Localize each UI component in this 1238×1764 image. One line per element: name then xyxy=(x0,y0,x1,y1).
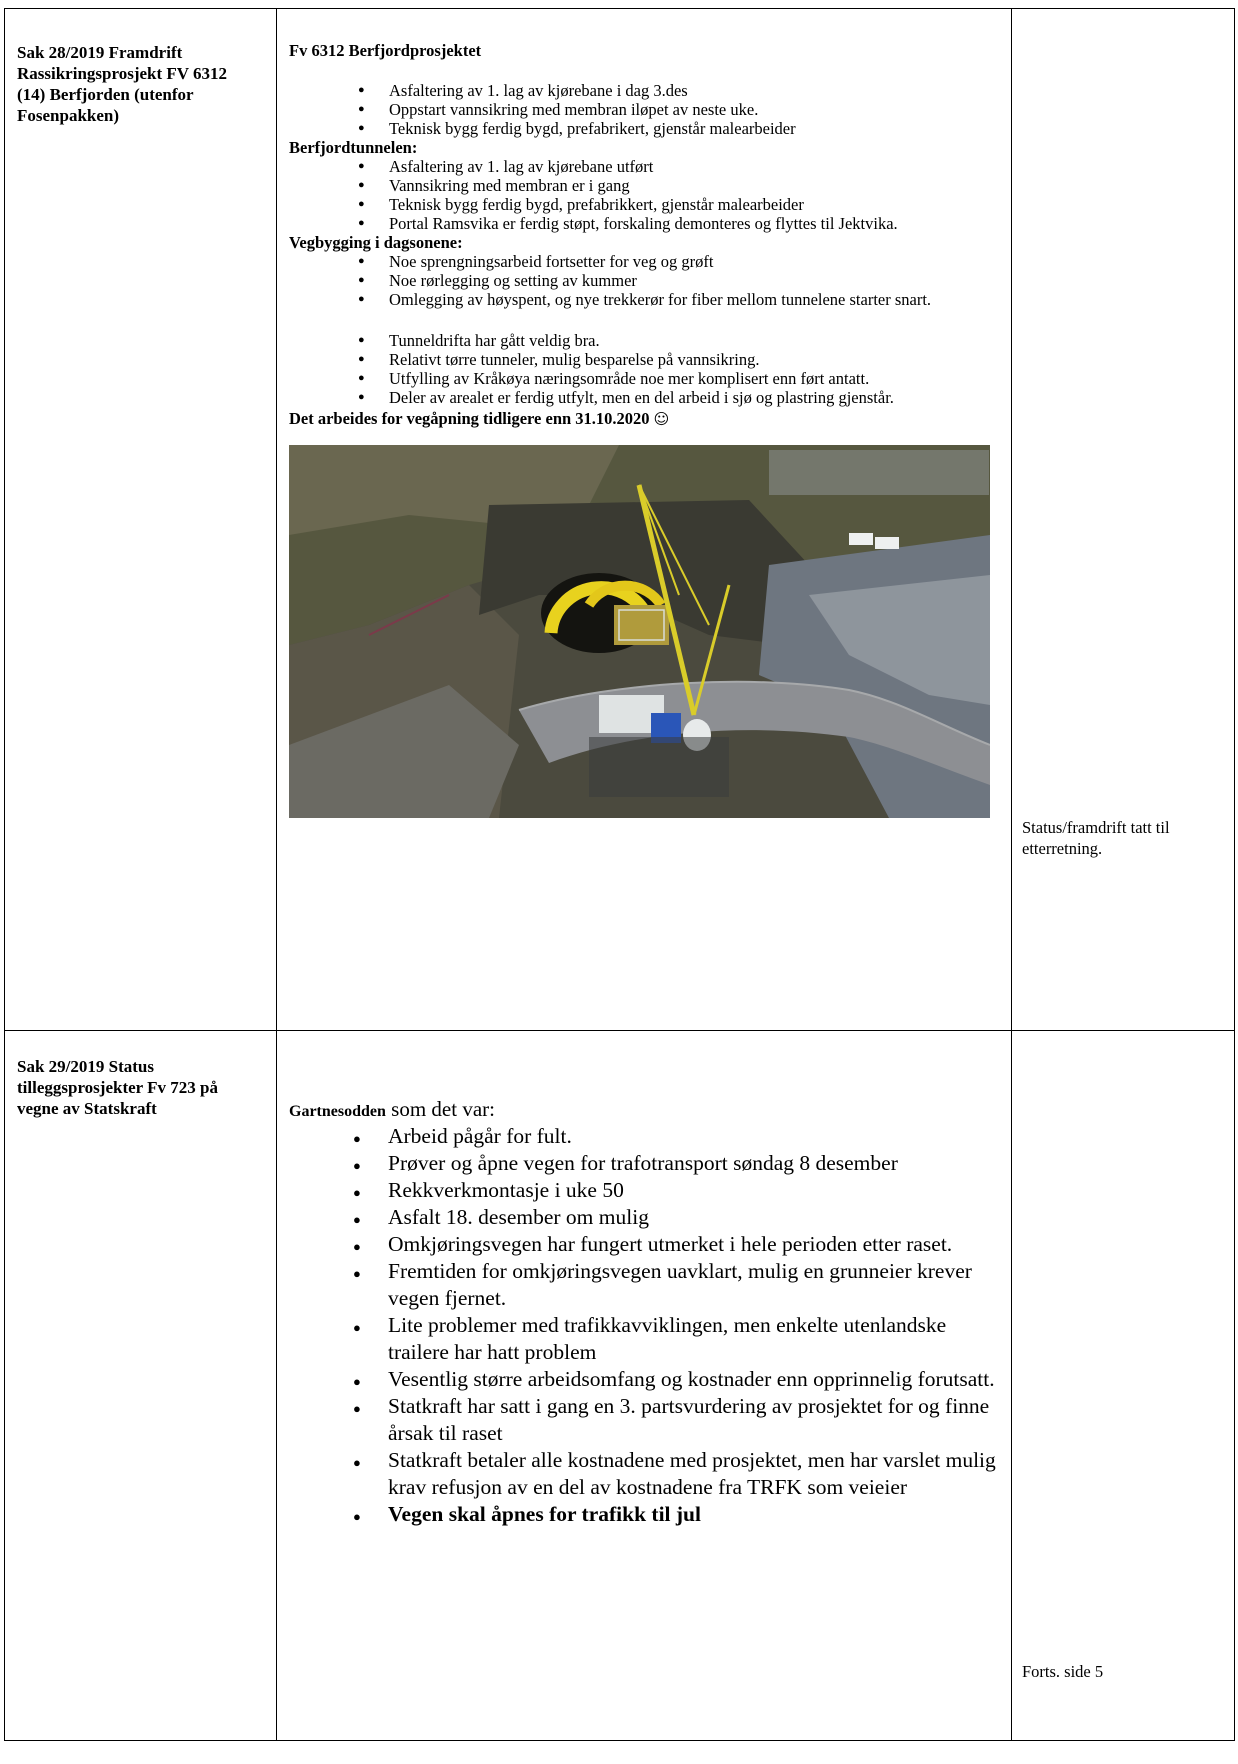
road-list xyxy=(289,252,1011,309)
minutes-table xyxy=(4,8,1235,1741)
case-status-cell xyxy=(1012,1031,1235,1741)
list-item: ● Teknisk bygg ferdig bygd, prefabrikert, gjenstår malearbeider xyxy=(289,119,989,138)
list-item: ● Fremtiden for omkjøringsvegen uavklart, mulig en grunneier krever vegen fjernet. xyxy=(289,1258,1008,1312)
list-item: ● Noe sprengningsarbeid fortsetter for veg og grøft xyxy=(289,252,989,271)
lead-rest: som det var: xyxy=(385,1097,495,1121)
case-content xyxy=(277,1031,1011,1528)
project-list xyxy=(289,81,1011,138)
lead-line xyxy=(289,1098,1011,1123)
tunnel-list xyxy=(289,157,1011,233)
closing-text: Det arbeides for vegåpning tidligere enn 31.10.2020 xyxy=(289,409,650,428)
list-item: ● Omlegging av høyspent, og nye trekkerør for fiber mellom tunnelene starter snart. xyxy=(289,290,989,309)
status-list xyxy=(289,1123,1011,1528)
case-status: Forts. side 5 xyxy=(1022,1662,1104,1681)
case-content-cell xyxy=(277,9,1012,1031)
list-item: ● Noe rørlegging og setting av kummer xyxy=(289,271,989,290)
list-item: ● Asfaltering av 1. lag av kjørebane utført xyxy=(289,157,989,176)
list-item: ● Portal Ramsvika er ferdig støpt, forskaling demonteres og flyttes til Jektvika. xyxy=(289,214,989,233)
tunnel-portal-photo xyxy=(289,445,990,818)
list-item: ● Asfaltering av 1. lag av kjørebane i dag 3.des xyxy=(289,81,989,100)
road-heading: Vegbygging i dagsonene: xyxy=(289,233,463,252)
case-row-29 xyxy=(5,1031,1235,1741)
case-status: Status/framdrift tatt til etterretning. xyxy=(1022,818,1170,858)
case-status-cell xyxy=(1012,9,1235,1031)
case-content xyxy=(277,9,1011,818)
case-title-cell xyxy=(5,9,277,1031)
list-item: ● Teknisk bygg ferdig bygd, prefabrikkert, gjenstår malearbeider xyxy=(289,195,989,214)
list-item: ● Omkjøringsvegen har fungert utmerket i hele perioden etter raset. xyxy=(289,1231,1008,1258)
list-item: ● Relativt tørre tunneler, mulig besparelse på vannsikring. xyxy=(289,350,989,369)
closing-statement xyxy=(289,409,1011,429)
list-item: ● Statkraft betaler alle kostnadene med prosjektet, men har varslet mulig krav refusjon av en del av kostnadene fra TRFK som veieier xyxy=(289,1447,1008,1501)
list-item: ● Utfylling av Kråkøya næringsområde noe mer komplisert enn ført antatt. xyxy=(289,369,989,388)
project-heading: Fv 6312 Berfjordprosjektet xyxy=(289,41,482,60)
list-item: ● Statkraft har satt i gang en 3. partsvurdering av prosjektet for og finne årsak til raset xyxy=(289,1393,1008,1447)
tunnel-heading: Berfjordtunnelen: xyxy=(289,138,418,157)
case-content-cell xyxy=(277,1031,1012,1741)
case-title: Sak 28/2019 Framdrift Rassikringsprosjekt FV 6312 (14) Berfjorden (utenfor Fosenpakken) xyxy=(17,43,228,125)
list-item: ● Oppstart vannsikring med membran iløpet av neste uke. xyxy=(289,100,989,119)
list-item: ● Vesentlig større arbeidsomfang og kostnader enn opprinnelig forutsatt. xyxy=(289,1366,1008,1393)
list-item: ● Tunneldrifta har gått veldig bra. xyxy=(289,331,989,350)
list-item: ● Prøver og åpne vegen for trafotransport søndag 8 desember xyxy=(289,1150,1008,1177)
case-row-28 xyxy=(5,9,1235,1031)
general-list xyxy=(289,331,1011,407)
list-item: ● Deler av arealet er ferdig utfylt, men en del arbeid i sjø og plastring gjenstår. xyxy=(289,388,989,407)
lead-bold: Gartnesodden xyxy=(289,1103,386,1120)
list-item-final: ● Vegen skal åpnes for trafikk til jul xyxy=(289,1501,1008,1528)
case-title-cell xyxy=(5,1031,277,1741)
list-item: ● Vannsikring med membran er i gang xyxy=(289,176,989,195)
list-item: ● Rekkverkmontasje i uke 50 xyxy=(289,1177,1008,1204)
case-title: Sak 29/2019 Status tilleggsprosjekter Fv 723 på vegne av Statskraft xyxy=(17,1057,218,1118)
list-item: ● Arbeid pågår for fult. xyxy=(289,1123,1008,1150)
list-item: ● Lite problemer med trafikkavviklingen, men enkelte utenlandske trailere har hatt problem xyxy=(289,1312,1008,1366)
smiley-icon: ☺ xyxy=(653,410,670,428)
list-item: ● Asfalt 18. desember om mulig xyxy=(289,1204,1008,1231)
